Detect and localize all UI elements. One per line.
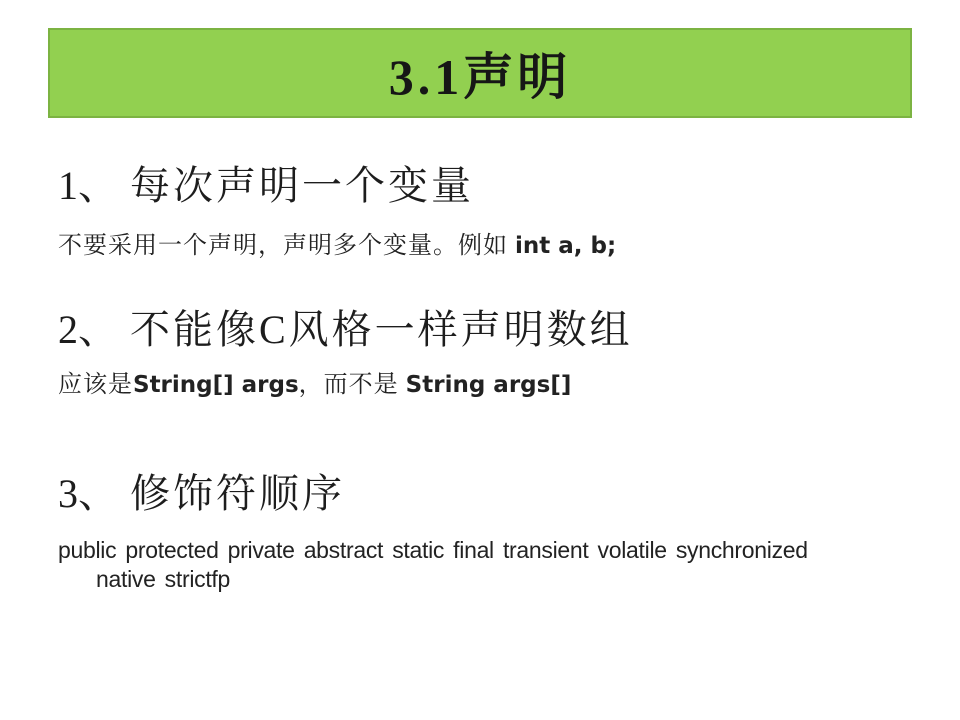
modifier-order-line-2: native strictfp [96, 566, 230, 592]
point-1-detail-text: 不要采用一个声明，声明多个变量。例如 [58, 233, 515, 259]
point-2-inline-code-1: String[] args [133, 372, 299, 398]
point-1-number: 1、 [58, 163, 118, 208]
point-3-heading-text: 修饰符顺序 [130, 471, 345, 516]
point-2-number: 2、 [58, 307, 118, 352]
point-1-heading-text: 每次声明一个变量 [130, 163, 474, 208]
slide-title: 3.1声明 [388, 49, 572, 105]
point-3-detail [58, 536, 908, 594]
point-1-detail [58, 231, 616, 261]
modifier-order-line-1: public protected private abstract static final transient volatile synchronized [58, 537, 808, 563]
point-2-inline-code-2: String args[] [405, 372, 572, 398]
point-2-heading-text: 不能像C风格一样声明数组 [130, 307, 633, 352]
point-3-number: 3、 [58, 471, 118, 516]
point-2-detail [58, 370, 571, 400]
point-1-inline-code: int a, b; [515, 233, 617, 259]
point-2-heading [58, 306, 633, 354]
title-banner [48, 28, 912, 118]
point-3-heading [58, 470, 345, 518]
point-1-heading [58, 162, 474, 210]
point-2-detail-text-2: ，而不是 [298, 372, 406, 398]
point-2-detail-text-1: 应该是 [58, 372, 133, 398]
